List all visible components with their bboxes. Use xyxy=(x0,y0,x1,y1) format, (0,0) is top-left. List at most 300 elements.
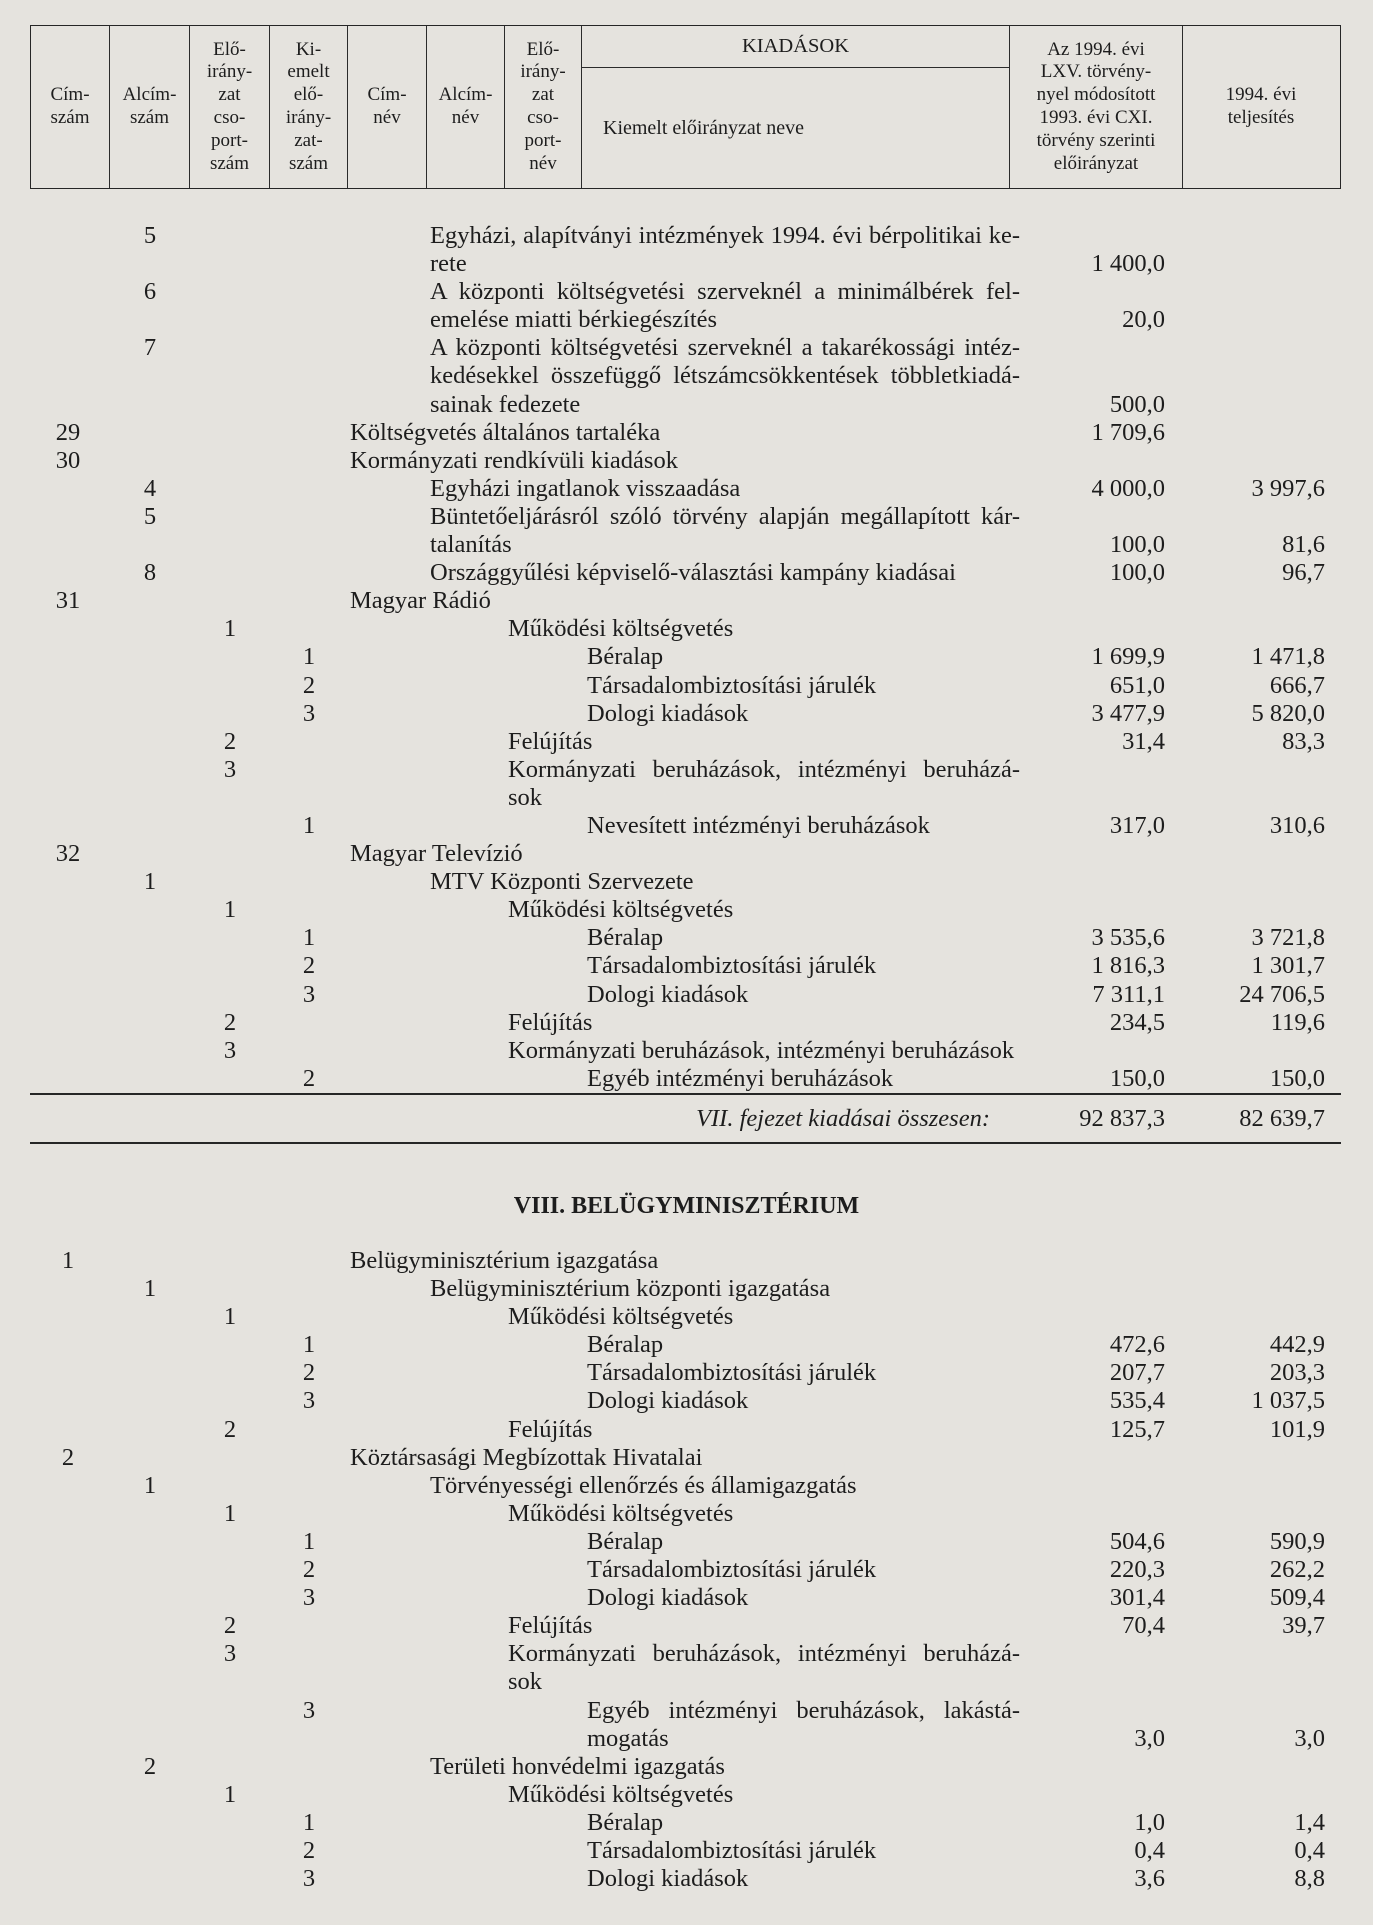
eloiranyzat-value: 1 400,0 xyxy=(1091,250,1165,278)
row-line xyxy=(0,952,1373,980)
header-line: szám xyxy=(288,152,329,174)
table-row xyxy=(0,868,1373,896)
eloiranyzat-value: 220,3 xyxy=(1109,1556,1165,1584)
header-alcim-nev xyxy=(426,26,504,188)
csoport-szam: 2 xyxy=(223,1612,237,1640)
total-label: VII. fejezet kiadásai összesen: xyxy=(696,1105,990,1132)
row-line xyxy=(0,1668,1373,1696)
eloiranyzat-value: 301,4 xyxy=(1109,1584,1165,1612)
teljesites-value: 3 721,8 xyxy=(1251,924,1325,952)
table-row xyxy=(0,756,1373,812)
item-name: Területi honvédelmi igazgatás xyxy=(430,1752,725,1780)
csoport-szam: 1 xyxy=(223,896,237,924)
eloiranyzat-value: 500,0 xyxy=(1109,390,1165,418)
header-line: Elő- xyxy=(526,38,560,60)
chapter-viii-rows xyxy=(0,1247,1373,1893)
table-row xyxy=(0,1500,1373,1528)
eloiranyzat-value: 3 477,9 xyxy=(1091,699,1165,727)
teljesites-value: 81,6 xyxy=(1282,531,1325,559)
eloiranyzat-value: 100,0 xyxy=(1109,531,1165,559)
teljesites-value: 3,0 xyxy=(1294,1724,1325,1752)
item-name: sok xyxy=(508,1668,543,1696)
item-name: Egyházi, alapítványi intézmények 1994. évi bérpolitikai ke- xyxy=(430,222,1020,249)
table-row xyxy=(0,222,1373,278)
header-line: Ki- xyxy=(295,38,322,60)
header-eloiranyzat-csoport-szam xyxy=(189,26,269,188)
eloiranyzat-value: 504,6 xyxy=(1109,1527,1165,1555)
eloiranyzat-value: 207,7 xyxy=(1109,1359,1165,1387)
table-row xyxy=(0,1387,1373,1415)
header-line: zat- xyxy=(294,129,323,151)
item-name: Társadalombiztosítási járulék xyxy=(587,952,877,980)
item-name: Köztársasági Megbízottak Hivatalai xyxy=(350,1443,703,1471)
row-line xyxy=(0,1275,1373,1303)
item-name: A központi költségvetési szerveknél a takarékossági intéz- xyxy=(430,334,1020,362)
row-line xyxy=(0,896,1373,924)
row-line xyxy=(0,1500,1373,1528)
item-name: Dologi kiadások xyxy=(587,1387,749,1415)
item-name: Belügyminisztérium igazgatása xyxy=(350,1247,659,1274)
header-line: cso- xyxy=(527,107,559,128)
header-eloiranyzat xyxy=(1009,26,1182,188)
kiemelt-szam: 2 xyxy=(302,1556,316,1584)
item-name: Kormányzati beruházások, intézményi beruházások xyxy=(508,1036,1015,1064)
table-row xyxy=(0,1781,1373,1809)
cim-szam: 29 xyxy=(55,418,81,446)
header-cim-nev xyxy=(347,26,426,188)
eloiranyzat-value: 1 699,9 xyxy=(1091,643,1165,671)
row-line xyxy=(0,1416,1373,1444)
teljesites-value: 1 037,5 xyxy=(1251,1387,1325,1415)
header-line: Kiemelt előirányzat neve xyxy=(603,116,805,139)
item-name: Belügyminisztérium központi igazgatása xyxy=(430,1275,831,1303)
row-line xyxy=(0,1387,1373,1415)
chapter-title: VIII. BELÜGYMINISZTÉRIUM xyxy=(513,1193,860,1219)
row-line xyxy=(0,1584,1373,1612)
item-name: Költségvetés általános tartaléka xyxy=(350,418,661,446)
item-name: Dologi kiadások xyxy=(587,1584,749,1612)
item-name: Magyar Rádió xyxy=(350,587,491,615)
teljesites-value: 119,6 xyxy=(1270,1008,1325,1036)
item-name: Társadalombiztosítási járulék xyxy=(587,1836,877,1864)
header-line: név xyxy=(529,152,557,174)
header-line: zat xyxy=(531,84,555,106)
item-name: Felújítás xyxy=(508,1008,593,1036)
item-name: Működési költségvetés xyxy=(508,615,734,643)
row-line xyxy=(0,1781,1373,1809)
header-line: LXV. törvény- xyxy=(1040,61,1152,83)
row-line xyxy=(0,1640,1373,1668)
header-line: 1993. évi CXI. xyxy=(1039,107,1153,128)
item-name: mogatás xyxy=(587,1724,669,1752)
item-name: Felújítás xyxy=(508,1415,593,1443)
eloiranyzat-value: 125,7 xyxy=(1109,1415,1165,1443)
row-line xyxy=(0,924,1373,952)
item-name: Társadalombiztosítási járulék xyxy=(587,671,877,699)
header-alcim-szam xyxy=(109,26,189,188)
item-name: Büntetőeljárásról szóló törvény alapján megállapított kár- xyxy=(430,502,1020,530)
item-name: Dologi kiadások xyxy=(587,980,749,1008)
row-line xyxy=(0,728,1373,756)
row-line xyxy=(0,475,1373,503)
table-row xyxy=(0,1037,1373,1065)
divider-rule xyxy=(30,1142,1341,1144)
alcim-szam: 1 xyxy=(143,868,157,896)
cim-szam: 1 xyxy=(61,1247,75,1274)
item-name: Kormányzati beruházások, intézményi beruházá- xyxy=(508,1640,1020,1668)
item-name: Társadalombiztosítási járulék xyxy=(587,1359,877,1387)
eloiranyzat-value: 7 311,1 xyxy=(1092,980,1165,1008)
teljesites-value: 8,8 xyxy=(1294,1865,1325,1893)
csoport-szam: 2 xyxy=(223,1415,237,1443)
alcim-szam: 1 xyxy=(143,1471,157,1499)
teljesites-value: 509,4 xyxy=(1269,1584,1325,1612)
table-row xyxy=(0,1640,1373,1696)
teljesites-value: 96,7 xyxy=(1282,559,1325,587)
item-name: Társadalombiztosítási járulék xyxy=(587,1556,877,1584)
divider-rule xyxy=(30,1093,1341,1095)
teljesites-value: 5 820,0 xyxy=(1251,699,1325,727)
table-row xyxy=(0,1753,1373,1781)
csoport-szam: 2 xyxy=(223,1008,237,1036)
row-line xyxy=(0,1865,1373,1893)
kiemelt-szam: 3 xyxy=(302,1865,316,1893)
csoport-szam: 3 xyxy=(223,1640,237,1668)
csoport-szam: 1 xyxy=(223,615,237,643)
table-row xyxy=(0,1009,1373,1037)
table-row xyxy=(0,447,1373,475)
item-name: Magyar Televízió xyxy=(350,840,523,868)
row-line xyxy=(0,531,1373,559)
table-row xyxy=(0,1247,1373,1275)
kiemelt-szam: 3 xyxy=(302,1387,316,1415)
teljesites-value: 262,2 xyxy=(1269,1556,1325,1584)
csoport-szam: 3 xyxy=(223,755,237,783)
header-line: szám xyxy=(129,107,170,128)
eloiranyzat-value: 1 816,3 xyxy=(1091,952,1165,980)
item-name: emelése miatti bérkiegészítés xyxy=(430,306,718,334)
item-name: MTV Központi Szervezete xyxy=(430,868,694,896)
eloiranyzat-value: 20,0 xyxy=(1122,306,1165,334)
header-kiemelt-eloiranyzat-szam xyxy=(269,26,347,188)
item-name: Törvényességi ellenőrzés és államigazgatás xyxy=(430,1471,857,1499)
row-line xyxy=(0,1331,1373,1359)
csoport-szam: 2 xyxy=(223,727,237,755)
table-row xyxy=(0,278,1373,334)
table-row xyxy=(0,672,1373,700)
header-line: port- xyxy=(211,129,248,151)
row-line xyxy=(0,1359,1373,1387)
kiemelt-szam: 1 xyxy=(302,643,316,671)
row-line xyxy=(0,362,1373,390)
item-name: Működési költségvetés xyxy=(508,1780,734,1808)
table-row xyxy=(0,559,1373,587)
table-header xyxy=(30,25,1341,189)
eloiranyzat-value: 4 000,0 xyxy=(1091,474,1165,502)
eloiranyzat-value: 234,5 xyxy=(1109,1008,1165,1036)
item-name: Dologi kiadások xyxy=(587,699,749,727)
row-line xyxy=(0,391,1373,419)
item-name: rete xyxy=(430,250,467,278)
row-line xyxy=(0,700,1373,728)
kiemelt-szam: 1 xyxy=(302,1527,316,1555)
alcim-szam: 7 xyxy=(143,334,157,362)
chapter-total-row xyxy=(0,1105,1373,1133)
cim-szam: 30 xyxy=(55,446,81,474)
row-line xyxy=(0,981,1373,1009)
header-kiadasok xyxy=(581,26,1009,68)
row-line xyxy=(0,643,1373,671)
header-line: port- xyxy=(524,129,562,151)
table-row xyxy=(0,1837,1373,1865)
item-name: Működési költségvetés xyxy=(508,896,734,924)
header-cim-szam xyxy=(31,26,109,188)
kiemelt-szam: 1 xyxy=(302,811,316,839)
table-row xyxy=(0,1528,1373,1556)
teljesites-value: 1,4 xyxy=(1294,1808,1325,1836)
table-row xyxy=(0,1444,1373,1472)
item-name: Egyházi ingatlanok visszaadása xyxy=(430,474,741,502)
total-eloiranyzat-value: 92 837,3 xyxy=(1079,1105,1165,1132)
table-row xyxy=(0,1584,1373,1612)
item-name: Egyéb intézményi beruházások xyxy=(587,1064,894,1092)
table-row xyxy=(0,419,1373,447)
header-line: előirányzat xyxy=(1053,152,1139,174)
row-line xyxy=(0,278,1373,306)
table-row xyxy=(0,812,1373,840)
teljesites-value: 0,4 xyxy=(1294,1836,1325,1864)
row-line xyxy=(0,1247,1373,1275)
row-line xyxy=(0,587,1373,615)
item-name: Működési költségvetés xyxy=(508,1499,734,1527)
eloiranyzat-value: 31,4 xyxy=(1122,727,1165,755)
header-line: Az 1994. évi xyxy=(1047,38,1145,60)
eloiranyzat-value: 3,0 xyxy=(1134,1724,1165,1752)
row-line xyxy=(0,840,1373,868)
eloiranyzat-value: 472,6 xyxy=(1109,1331,1165,1359)
alcim-szam: 5 xyxy=(143,502,157,530)
row-line xyxy=(0,784,1373,812)
item-name: A központi költségvetési szerveknél a minimálbérek fel- xyxy=(430,278,1020,306)
row-line xyxy=(0,1753,1373,1781)
row-line xyxy=(0,1725,1373,1753)
table-row xyxy=(0,924,1373,952)
total-teljesites-value: 82 639,7 xyxy=(1239,1105,1325,1132)
teljesites-value: 666,7 xyxy=(1269,671,1325,699)
eloiranyzat-value: 70,4 xyxy=(1122,1612,1165,1640)
row-line xyxy=(0,1037,1373,1065)
table-row xyxy=(0,1303,1373,1331)
item-name: kedésekkel összefüggő létszámcsökkentések többletkiadá- xyxy=(430,362,1020,390)
cim-szam: 32 xyxy=(55,840,81,868)
chapter-vii-rows xyxy=(0,222,1373,1093)
row-line xyxy=(0,419,1373,447)
row-line xyxy=(0,1528,1373,1556)
kiemelt-szam: 2 xyxy=(302,1359,316,1387)
table-row xyxy=(0,1556,1373,1584)
row-line xyxy=(0,615,1373,643)
row-line xyxy=(0,1065,1373,1093)
csoport-szam: 3 xyxy=(223,1036,237,1064)
header-line: szám xyxy=(209,152,250,174)
kiemelt-szam: 1 xyxy=(302,924,316,952)
header-line: zat xyxy=(218,84,241,106)
item-name: Nevesített intézményi beruházások xyxy=(587,811,930,839)
teljesites-value: 24 706,5 xyxy=(1239,980,1325,1008)
row-line xyxy=(0,559,1373,587)
alcim-szam: 4 xyxy=(143,474,157,502)
header-line: 1994. évi xyxy=(1225,84,1297,106)
table-row xyxy=(0,643,1373,671)
row-line xyxy=(0,1556,1373,1584)
alcim-szam: 5 xyxy=(143,222,157,249)
kiemelt-szam: 2 xyxy=(302,1836,316,1864)
cim-szam: 31 xyxy=(55,587,81,615)
row-line xyxy=(0,447,1373,475)
header-line: emelt xyxy=(287,61,330,83)
table-row xyxy=(0,587,1373,615)
eloiranyzat-value: 535,4 xyxy=(1109,1387,1165,1415)
eloiranyzat-value: 1 709,6 xyxy=(1091,418,1165,446)
teljesites-value: 1 471,8 xyxy=(1251,643,1325,671)
item-name: Felújítás xyxy=(508,727,593,755)
header-line: nyel módosított xyxy=(1036,84,1156,106)
teljesites-value: 101,9 xyxy=(1269,1415,1325,1443)
row-line xyxy=(0,1612,1373,1640)
row-line xyxy=(0,306,1373,334)
item-name: Béralap xyxy=(587,1331,664,1359)
table-row xyxy=(0,1275,1373,1303)
teljesites-value: 150,0 xyxy=(1269,1064,1325,1092)
header-line: név xyxy=(451,107,480,128)
row-line xyxy=(0,1472,1373,1500)
csoport-szam: 1 xyxy=(223,1499,237,1527)
row-line xyxy=(0,1697,1373,1725)
table-row xyxy=(0,728,1373,756)
alcim-szam: 1 xyxy=(143,1275,157,1303)
table-row xyxy=(0,1809,1373,1837)
row-line xyxy=(0,756,1373,784)
kiemelt-szam: 2 xyxy=(302,952,316,980)
table-row xyxy=(0,840,1373,868)
cim-szam: 2 xyxy=(61,1443,75,1471)
item-name: talanítás xyxy=(430,531,512,559)
kiemelt-szam: 1 xyxy=(302,1331,316,1359)
table-row xyxy=(0,952,1373,980)
row-line xyxy=(0,334,1373,362)
header-line: Cím- xyxy=(367,84,407,106)
table-row xyxy=(0,1416,1373,1444)
header-line: KIADÁSOK xyxy=(741,35,850,57)
header-line: szám xyxy=(50,107,90,128)
table-row xyxy=(0,1612,1373,1640)
item-name: Béralap xyxy=(587,1808,664,1836)
header-line: cso- xyxy=(213,107,246,128)
row-line xyxy=(0,672,1373,700)
teljesites-value: 3 997,6 xyxy=(1251,474,1325,502)
header-eloiranyzat-csoport-nev xyxy=(504,26,581,188)
header-teljesites xyxy=(1182,26,1339,188)
header-line: irány- xyxy=(285,107,332,128)
header-line: teljesítés xyxy=(1227,107,1295,128)
item-name: Felújítás xyxy=(508,1612,593,1640)
alcim-szam: 6 xyxy=(143,278,157,306)
teljesites-value: 203,3 xyxy=(1269,1359,1325,1387)
eloiranyzat-value: 150,0 xyxy=(1109,1064,1165,1092)
teljesites-value: 83,3 xyxy=(1282,727,1325,755)
row-line xyxy=(0,812,1373,840)
table-row xyxy=(0,503,1373,559)
row-line xyxy=(0,868,1373,896)
header-line: Elő- xyxy=(213,38,246,60)
kiemelt-szam: 3 xyxy=(302,980,316,1008)
item-name: Dologi kiadások xyxy=(587,1865,749,1893)
eloiranyzat-value: 651,0 xyxy=(1109,671,1165,699)
alcim-szam: 2 xyxy=(143,1752,157,1780)
table-row xyxy=(0,334,1373,418)
table-row xyxy=(0,1472,1373,1500)
header-line: törvény szerinti xyxy=(1036,129,1156,151)
table-row xyxy=(0,1331,1373,1359)
item-name: Béralap xyxy=(587,924,664,952)
kiemelt-szam: 3 xyxy=(302,1696,316,1724)
header-line: Alcím- xyxy=(438,84,493,106)
table-row xyxy=(0,1359,1373,1387)
item-name: Béralap xyxy=(587,643,664,671)
row-line xyxy=(0,503,1373,531)
kiemelt-szam: 3 xyxy=(302,1584,316,1612)
csoport-szam: 1 xyxy=(223,1303,237,1331)
eloiranyzat-value: 317,0 xyxy=(1109,811,1165,839)
item-name: Béralap xyxy=(587,1527,664,1555)
table-row xyxy=(0,1065,1373,1093)
csoport-szam: 1 xyxy=(223,1780,237,1808)
item-name: Országgyűlési képviselő-választási kampány kiadásai xyxy=(430,559,956,587)
item-name: Egyéb intézményi beruházások, lakástá- xyxy=(587,1696,1020,1724)
row-line xyxy=(0,1009,1373,1037)
item-name: Működési költségvetés xyxy=(508,1303,734,1331)
teljesites-value: 1 301,7 xyxy=(1251,952,1325,980)
header-line: Cím- xyxy=(50,84,90,106)
kiemelt-szam: 2 xyxy=(302,671,316,699)
eloiranyzat-value: 3,6 xyxy=(1134,1865,1165,1893)
item-name: Kormányzati beruházások, intézményi beruházá- xyxy=(508,755,1020,783)
kiemelt-szam: 3 xyxy=(302,699,316,727)
table-row xyxy=(0,475,1373,503)
header-line: irány- xyxy=(206,61,253,83)
teljesites-value: 39,7 xyxy=(1282,1612,1325,1640)
table-row xyxy=(0,981,1373,1009)
alcim-szam: 8 xyxy=(143,559,157,587)
eloiranyzat-value: 0,4 xyxy=(1134,1836,1165,1864)
table-row xyxy=(0,615,1373,643)
row-line xyxy=(0,1303,1373,1331)
header-line: elő- xyxy=(293,84,324,106)
header-line: név xyxy=(373,107,401,128)
row-line xyxy=(0,1837,1373,1865)
row-line xyxy=(0,250,1373,278)
table-row xyxy=(0,700,1373,728)
kiemelt-szam: 2 xyxy=(302,1064,316,1092)
row-line xyxy=(0,222,1373,250)
teljesites-value: 590,9 xyxy=(1269,1527,1325,1555)
eloiranyzat-value: 1,0 xyxy=(1134,1808,1165,1836)
header-line: irány- xyxy=(520,61,566,83)
teljesites-value: 442,9 xyxy=(1269,1331,1325,1359)
eloiranyzat-value: 100,0 xyxy=(1109,559,1165,587)
teljesites-value: 310,6 xyxy=(1269,811,1325,839)
item-name: sok xyxy=(508,783,543,811)
